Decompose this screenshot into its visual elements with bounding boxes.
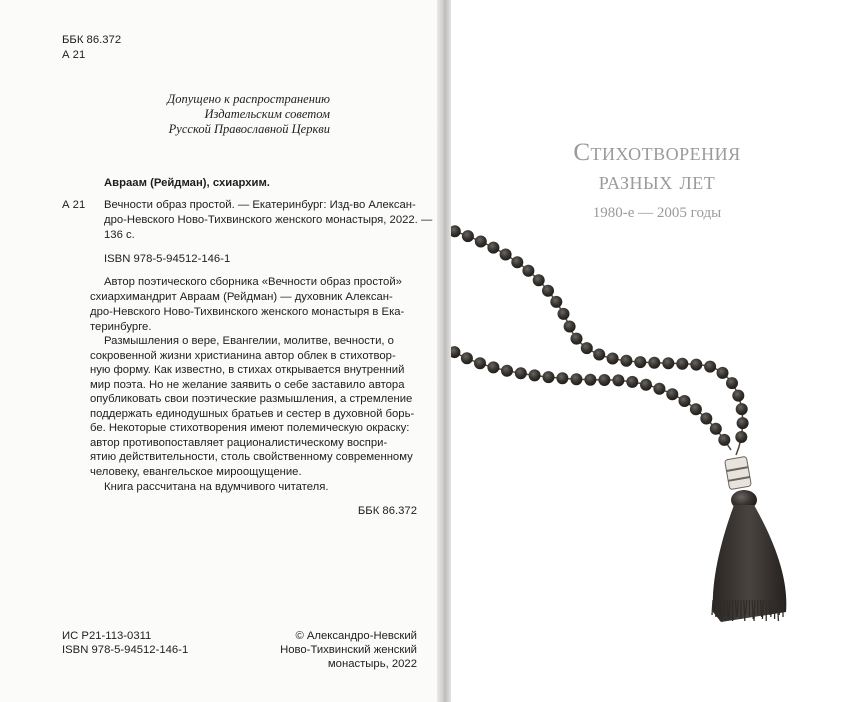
rosary-bead (487, 242, 499, 254)
rosary-bead (626, 376, 638, 388)
rosary-bead (584, 374, 596, 386)
rosary-bead (640, 379, 652, 391)
rosary-bead (475, 236, 487, 248)
right-page (451, 0, 863, 702)
rosary-bead (690, 403, 702, 415)
copyright-line-3: монастырь, 2022 (327, 658, 417, 670)
catalog-mark: А 21 (62, 199, 86, 211)
book-gutter (437, 0, 451, 702)
rosary-bead (736, 403, 748, 415)
rosary-bead (634, 356, 646, 368)
book-years: 1980-е — 2005 годы (592, 205, 722, 221)
rosary-bead (593, 349, 605, 361)
annotation-line: человеку, евангельское мироощущение. (90, 466, 302, 478)
rosary-bead (662, 357, 674, 369)
approval-line-3: Русской Православной Церкви (168, 122, 330, 136)
rosary-bead (648, 357, 660, 369)
annotation-line: дро-Невского Ново-Тихвинского женского монастыря в Ека- (90, 306, 405, 318)
annotation-line: сокровенной жизни христианина автор облек в стихотвор- (90, 350, 396, 362)
rosary-cord-upper (451, 230, 743, 455)
rosary-bead (732, 390, 744, 402)
rosary-bead (501, 365, 513, 377)
rosary-bead (653, 383, 665, 395)
rosary-bead (564, 321, 576, 333)
rosary-bead (474, 357, 486, 369)
rosary-bead (543, 371, 555, 383)
rosary-bead (451, 346, 460, 358)
copyright-line-2: Ново-Тихвинский женский (280, 644, 417, 656)
annotation-line: ятию действительности, столь свойственному современному (90, 451, 413, 463)
rosary-bead (533, 274, 545, 286)
rosary-bead (500, 249, 512, 261)
rosary-bead (726, 377, 738, 389)
rosary-bead (581, 342, 593, 354)
annotation-line: теринбурге. (90, 321, 152, 333)
book-title-line-2: разных лет (598, 168, 716, 195)
copyright-line-1: © Александро-Невский (295, 630, 417, 642)
book-title-line-1: Стихотворения (573, 139, 741, 166)
rosary-bead (676, 358, 688, 370)
rosary-bead (704, 361, 716, 373)
publisher-code: ИС Р21-113-0311 (62, 630, 152, 642)
bbk-bottom: ББК 86.372 (357, 505, 417, 517)
bbk-code: ББК 86.372 (62, 34, 122, 46)
annotation-line: схиархимандрит Авраам (Рейдман) — духовник Алексан- (90, 291, 393, 303)
rosary-bead (556, 372, 568, 384)
author-mark: А 21 (62, 49, 86, 61)
annotation-line: Автор поэтического сборника «Вечности образ простой» (104, 276, 402, 288)
rosary-bead (571, 333, 583, 345)
annotation-line: Размышления о вере, Евангелии, молитве, вечности, о (104, 335, 394, 347)
annotation-line: Книга рассчитана на вдумчивого читателя. (104, 481, 329, 493)
annotation-line: автор противопоставляет рационалистическому воспри- (90, 437, 388, 449)
rosary-bead (718, 434, 730, 446)
rosary-bead (710, 423, 722, 435)
author-heading: Авраам (Рейдман), схиархим. (104, 177, 270, 189)
rosary-bead (529, 369, 541, 381)
isbn-bottom: ISBN 978-5-94512-146-1 (62, 644, 189, 656)
rosary-bead (612, 374, 624, 386)
annotation-line: мир поэта. Но не желание заявить о себе заставило автора (90, 379, 405, 391)
rosary-bead (607, 353, 619, 365)
annotation-line: опубликовать свои поэтические размышления, а стремление (90, 393, 413, 405)
rosary-bead (542, 285, 554, 297)
annotation-line: ную форму. Как известно, в стихах открывается внутренний (90, 364, 405, 376)
approval-line-1: Допущено к распространению (167, 92, 330, 106)
rosary-bead (700, 413, 712, 425)
rosary-beads (451, 225, 749, 446)
rosary-illustration (451, 0, 863, 702)
description-line-1: Вечности образ простой. — Екатеринбург: Изд-во Алексан- (104, 199, 416, 211)
rosary-bead (515, 367, 527, 379)
annotation-line: бе. Некоторые стихотворения имеют полемическую окраску: (90, 422, 410, 434)
rosary-bead (735, 431, 747, 443)
rosary-bead (679, 395, 691, 407)
rosary-bead (550, 296, 562, 308)
rosary-bead (522, 265, 534, 277)
rosary-bead (598, 374, 610, 386)
rosary-bead (462, 230, 474, 242)
rosary-bead (558, 308, 570, 320)
approval-line-2: Издательским советом (204, 107, 330, 121)
rosary-bead (570, 373, 582, 385)
rosary-bead (487, 361, 499, 373)
description-line-3: 136 с. (104, 229, 135, 241)
rosary-bead (461, 352, 473, 364)
rosary-cylinder (725, 456, 752, 489)
rosary-bead (690, 359, 702, 371)
description-line-2: дро-Невского Ново-Тихвинского женского монастыря, 2022. — (104, 214, 433, 226)
rosary-bead (620, 355, 632, 367)
isbn: ISBN 978-5-94512-146-1 (104, 253, 231, 265)
rosary-bead (451, 225, 461, 237)
tassel-strand (712, 600, 713, 615)
rosary-bead (717, 367, 729, 379)
rosary-bead (737, 417, 749, 429)
rosary-bead (666, 388, 678, 400)
rosary-bead (511, 256, 523, 268)
annotation-line: поддержать единодушных братьев и сестер в духовной борь- (90, 408, 415, 420)
